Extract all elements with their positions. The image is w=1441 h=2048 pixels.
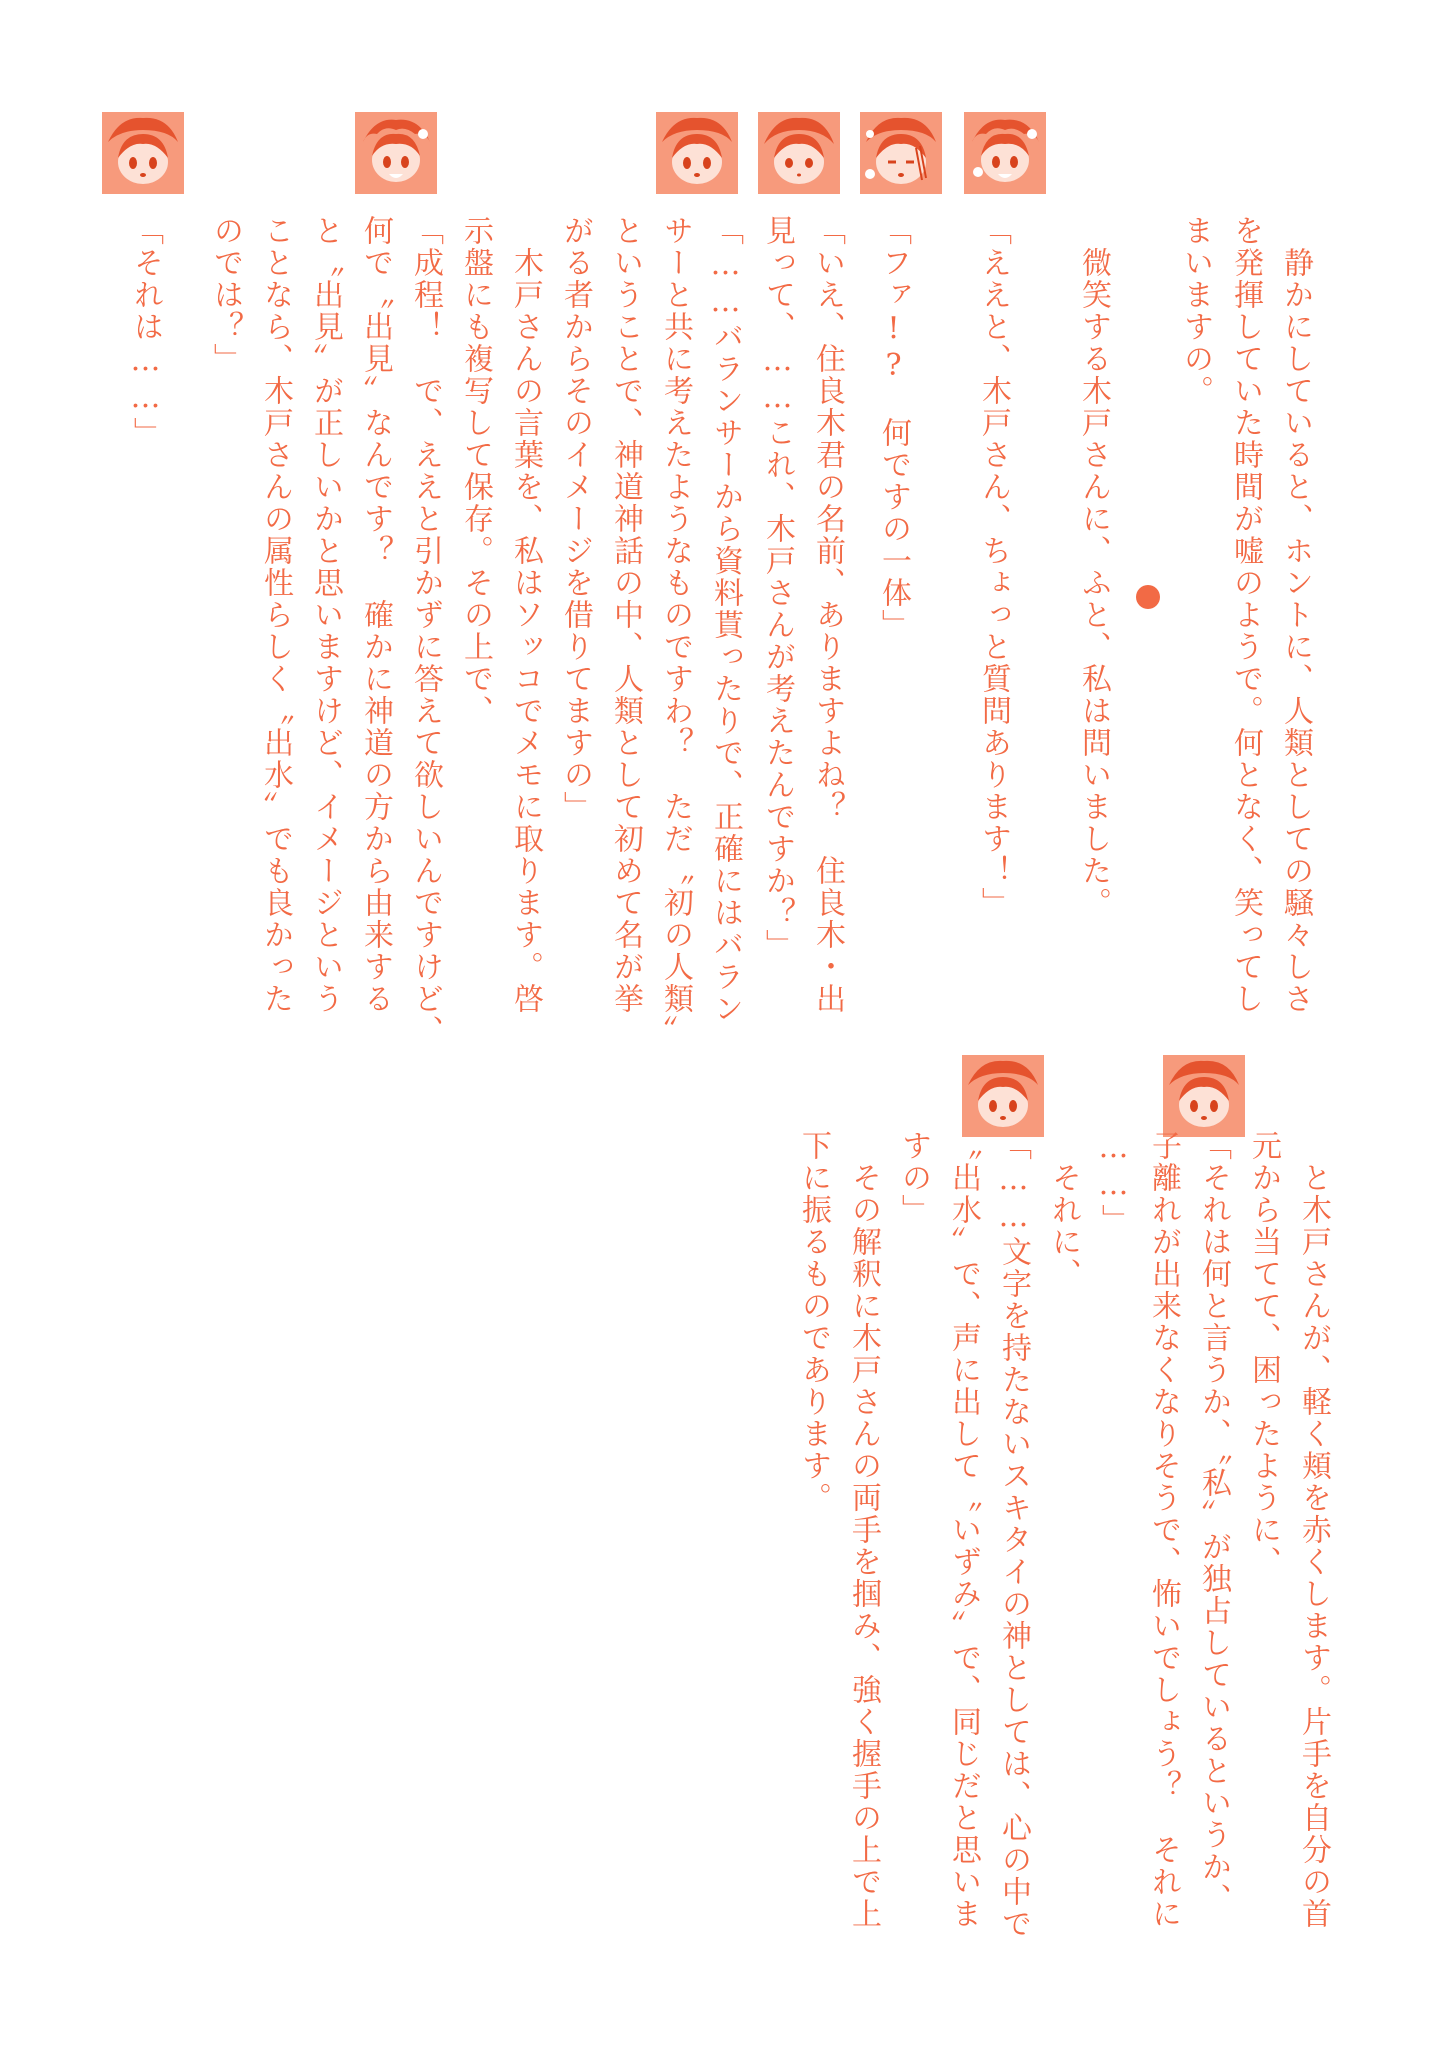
dialogue-line: 「成程！ で、ええと引かずに答えて欲しいんですけど、 [408,215,443,1047]
narration-line: と木戸さんが、軽く頬を赤くします。片手を自分の首 [1296,1130,1331,1930]
narration-line: まいますの。 [1178,215,1213,407]
dialogue-line: ……」 [1096,1130,1131,1236]
narration-line: を発揮していた時間が嘘のようで。何となく、笑ってし [1228,215,1263,1015]
dialogue-line: 「……バランサーから資料貰ったりで、正確にはバラン [708,215,743,1025]
narration-line: 微笑する木戸さんに、ふと、私は問いました。 [1076,215,1111,919]
speaker-avatar-sumiraki [102,112,184,194]
dialogue-line: ことなら、木戸さんの属性らしく〝出水〟でも良かった [258,215,293,1015]
speaker-avatar-sumiraki [656,112,738,194]
dialogue-line: 〝出水〟で、声に出して〝いずみ〟で、同じだと思いま [946,1130,981,1930]
speaker-avatar-sumiraki [962,1055,1044,1137]
narration-line: 示盤にも複写して保存。その上で、 [458,215,493,727]
dialogue-line: ということで、神道神話の中、人類として初めて名が挙 [608,215,643,1015]
dialogue-line: 何で〝出見〟なんです？ 確かに神道の方から由来する [358,215,393,1015]
speaker-avatar-sumiraki [1163,1055,1245,1137]
speaker-avatar-sumiraki [860,112,942,194]
dialogue-line: すの」 [896,1130,931,1226]
dialogue-line: サーと共に考えたようなものですわ？ ただ〝初の人類〟 [658,215,693,1047]
narration-line: 静かにしていると、ホントに、人類としての騒々しさ [1278,215,1313,1015]
dialogue-line: 見って、……これ、木戸さんが考えたんですか？」 [760,215,795,961]
dialogue-line: と〝出見〟が正しいかと思いますけど、イメージという [308,215,343,1015]
speaker-avatar-kido [964,112,1046,194]
narration-line: それに、 [1046,1130,1081,1290]
narration-line: 下に振るものであります。 [796,1130,831,1514]
dialogue-line: 子離れが出来なくなりそうで、怖いでしょう？ それに [1146,1130,1181,1930]
narration-line: その解釈に木戸さんの両手を掴み、強く握手の上で上 [846,1130,881,1930]
dialogue-line: のでは？」 [208,215,243,375]
speaker-avatar-kido [355,112,437,194]
dialogue-line: 「ファ!? 何ですの一体」 [876,215,911,641]
narration-line: 木戸さんの言葉を、私はソッコでメモに取ります。啓 [508,215,543,1015]
dialogue-line: 「それは……」 [128,215,163,449]
narration-line: 元から当てて、困ったように、 [1246,1130,1281,1578]
dialogue-line: 「いえ、住良木君の名前、ありますよね？ 住良木・出 [810,215,845,1015]
section-break-dot [1136,585,1160,609]
dialogue-line: 「……文字を持たないスキタイの神としては、心の中で [996,1130,1031,1940]
dialogue-line: 「それは何と言うか、〝私〟が独占しているというか、 [1196,1130,1231,1915]
dialogue-line: 「ええと、木戸さん、ちょっと質問あります！」 [976,215,1011,919]
speaker-avatar-kido [758,112,840,194]
dialogue-line: がる者からそのイメージを借りてますの」 [558,215,593,823]
